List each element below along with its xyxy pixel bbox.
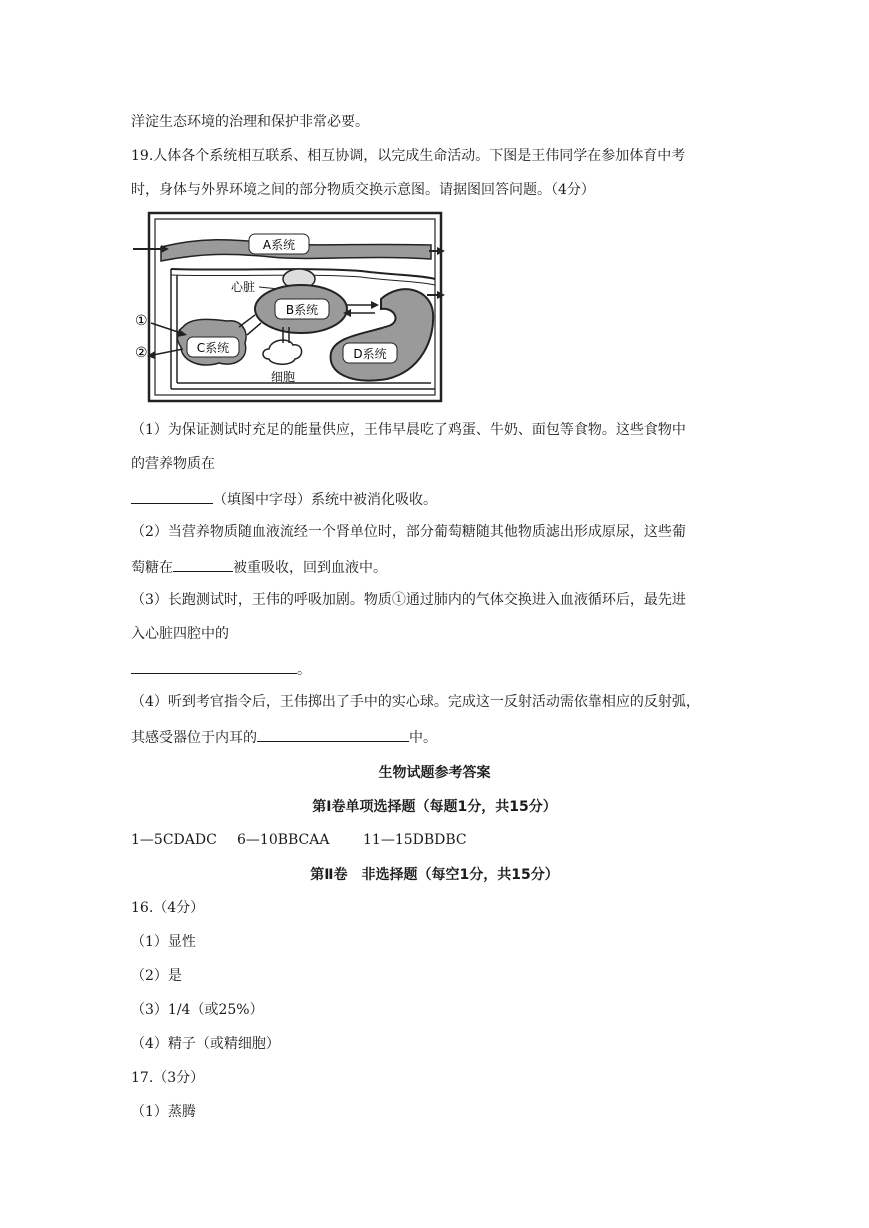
text-line: 洋淀生态环境的治理和保护非常必要。 (131, 114, 369, 130)
marker-2: ② (135, 345, 148, 361)
part-2-line-1: （2）当营养物质随血液流经一个肾单位时，部分葡萄糖随其他物质滤出形成原尿，这些葡 (131, 524, 686, 540)
part-3-line-2: 入心脏四腔中的 (131, 626, 229, 642)
answer-17-1: （1）蒸腾 (131, 1104, 196, 1120)
question-19-line-1: 19.人体各个系统相互联系、相互协调，以完成生命活动。下图是王伟同学在参加体育中考 (131, 148, 686, 164)
answer-blank-4 (257, 726, 409, 742)
question-19-line-2: 时，身体与外界环境之间的部分物质交换示意图。请据图回答问题。（4分） (131, 182, 595, 198)
marker-1: ① (135, 313, 148, 329)
part-4-line-2: 其感受器位于内耳的 中。 (131, 726, 437, 748)
answer-16-3: （3）1/4（或25%） (131, 1002, 264, 1018)
mc-answer-11-15: 11—15DBDBC (363, 832, 467, 848)
c-system-label: C系统 (196, 341, 230, 355)
part-1-line-3: （填图中字母）系统中被消化吸收。 (131, 488, 437, 510)
answer-16-1: （1）显性 (131, 934, 196, 950)
part-1-line-1: （1）为保证测试时充足的能量供应，王伟早晨吃了鸡蛋、牛奶、面包等食物。这些食物中 (131, 422, 686, 438)
mc-answer-6-10: 6—10BBCAA (237, 832, 330, 848)
a-system-label: A系统 (262, 238, 296, 252)
part-4-line-1: （4）听到考官指令后，王伟掷出了手中的实心球。完成这一反射活动需依靠相应的反射弧， (131, 694, 700, 710)
diagram-svg (131, 209, 445, 405)
d-system-label: D系统 (353, 347, 387, 361)
part-2-line-2: 萄糖在 被重吸收，回到血液中。 (131, 556, 387, 578)
answer-17-heading: 17.（3分） (131, 1070, 205, 1086)
exchange-diagram (131, 209, 445, 405)
answer-16-4: （4）精子（或精细胞） (131, 1036, 280, 1052)
section-2-heading: 第Ⅱ卷 非选择题（每空1分，共15分） (310, 867, 559, 883)
answer-blank-3 (131, 658, 297, 674)
cell-shape (263, 340, 302, 364)
cell-label: 细胞 (271, 370, 296, 384)
answer-16-heading: 16.（4分） (131, 900, 205, 916)
part-3-line-1: （3）长跑测试时，王伟的呼吸加剧。物质①通过肺内的气体交换进入血液循环后，最先进 (131, 592, 686, 608)
answer-16-2: （2）是 (131, 968, 182, 984)
mc-answer-1-5: 1—5CDADC (131, 832, 217, 848)
b-system-label: B系统 (285, 303, 319, 317)
answer-blank-2 (173, 556, 233, 572)
answer-key-title: 生物试题参考答案 (378, 765, 491, 781)
answer-blank-1 (131, 488, 213, 504)
mc-answers (131, 830, 467, 850)
part-1-line-2: 的营养物质在 (131, 456, 215, 472)
part-3-line-3: 。 (131, 658, 311, 680)
section-1-heading: 第Ⅰ卷单项选择题（每题1分，共15分） (312, 799, 557, 815)
heart-label: 心脏 (231, 280, 256, 294)
